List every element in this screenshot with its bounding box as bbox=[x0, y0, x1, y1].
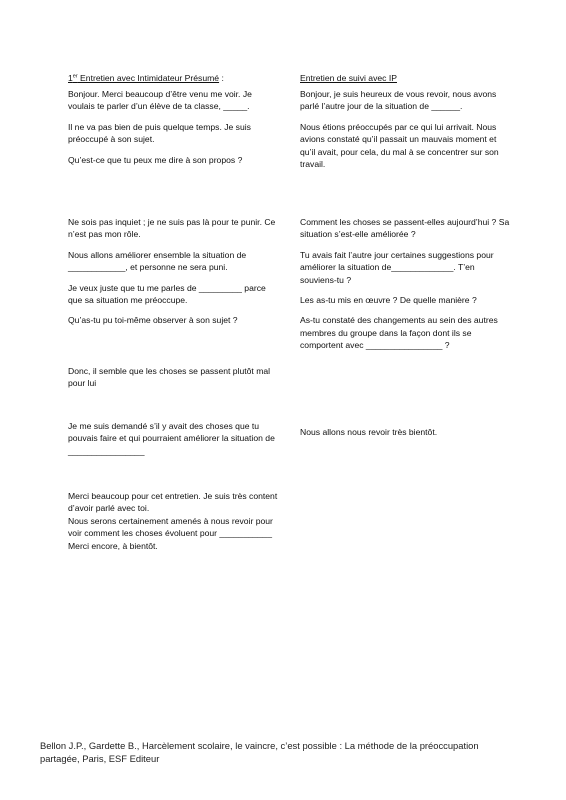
left-paragraph: Je me suis demandé s’il y avait des choses que tu pouvais faire et qui pourraient améliorer la situation de ________________ bbox=[68, 421, 275, 456]
left-paragraph: Merci beaucoup pour cet entretien. Je suis très content d’avoir parlé avec toi. Nous serons certainement amenés à nous revoir pour voir comment les choses évoluent pour ___________ Merci encore, à bientôt. bbox=[68, 491, 278, 551]
left-paragraph: Qu’as-tu pu toi-même observer à son sujet ? bbox=[68, 315, 238, 326]
left-paragraph: Il ne va pas bien de puis quelque temps. Je suis préoccupé à son sujet. bbox=[68, 121, 251, 145]
left-paragraph: Bonjour. Merci beaucoup d’être venu me voir. Je voulais te parler d’un élève de ta classe, _____. bbox=[68, 89, 252, 112]
left-paragraph: Qu’est-ce que tu peux me dire à son propos ? bbox=[68, 154, 243, 165]
right-paragraph: Nous allons nous revoir très bientôt. bbox=[300, 427, 438, 437]
left-block bbox=[68, 365, 280, 390]
left-paragraph: Ne sois pas inquiet ; je ne suis pas là pour te punir. Ce n’est pas mon rôle. bbox=[68, 217, 276, 240]
left-title-underlined bbox=[68, 73, 219, 83]
left-title-suffix: : bbox=[219, 73, 224, 83]
left-block bbox=[68, 420, 280, 457]
left-title-number: 1 bbox=[68, 73, 73, 83]
left-block bbox=[68, 88, 280, 166]
right-paragraph: Nous étions préoccupés par ce qui lui arrivait. Nous avions constaté qu’il passait un mauvais moment et qu’il avait, pour cela, du mal à se concentrer sur son travail. bbox=[300, 121, 499, 170]
left-paragraph: Nous allons améliorer ensemble la situation de ____________, et personne ne sera puni. bbox=[68, 249, 247, 273]
left-column bbox=[68, 72, 280, 551]
left-paragraph: Donc, il semble que les choses se passent plutôt mal pour lui bbox=[68, 366, 271, 389]
source-citation: Bellon J.P., Gardette B., Harcèlement scolaire, le vaincre, c’est possible : La méthode de la préoccupation partagée, Paris, ESF Editeur bbox=[40, 740, 479, 764]
left-block bbox=[68, 216, 280, 327]
right-paragraph: Bonjour, je suis heureux de vous revoir, nous avons parlé l’autre jour de la situation de ______. bbox=[300, 89, 497, 112]
left-paragraph: Je veux juste que tu me parles de _________ parce que sa situation me préoccupe. bbox=[68, 282, 266, 306]
right-column-title bbox=[300, 72, 512, 84]
left-block bbox=[68, 490, 280, 552]
right-title-text: Entretien de suivi avec IP bbox=[300, 73, 397, 83]
right-block bbox=[300, 88, 512, 170]
left-title-superscript: er bbox=[72, 73, 78, 80]
right-paragraph: Comment les choses se passent-elles aujourd’hui ? Sa situation s’est-elle améliorée ? bbox=[300, 217, 510, 240]
right-paragraph: As-tu constaté des changements au sein des autres membres du groupe dans la façon dont ils se comportent avec ________________ ? bbox=[300, 315, 498, 351]
right-paragraph: Tu avais fait l’autre jour certaines suggestions pour améliorer la situation de_____________. T’en souviens-tu ? bbox=[300, 249, 494, 285]
left-column-title bbox=[68, 72, 280, 84]
right-block bbox=[300, 216, 512, 352]
right-column bbox=[300, 72, 512, 437]
left-title-text: Entretien avec Intimidateur Présumé bbox=[77, 73, 220, 83]
right-paragraph: Les as-tu mis en œuvre ? De quelle manière ? bbox=[300, 295, 477, 306]
right-block bbox=[300, 426, 512, 438]
